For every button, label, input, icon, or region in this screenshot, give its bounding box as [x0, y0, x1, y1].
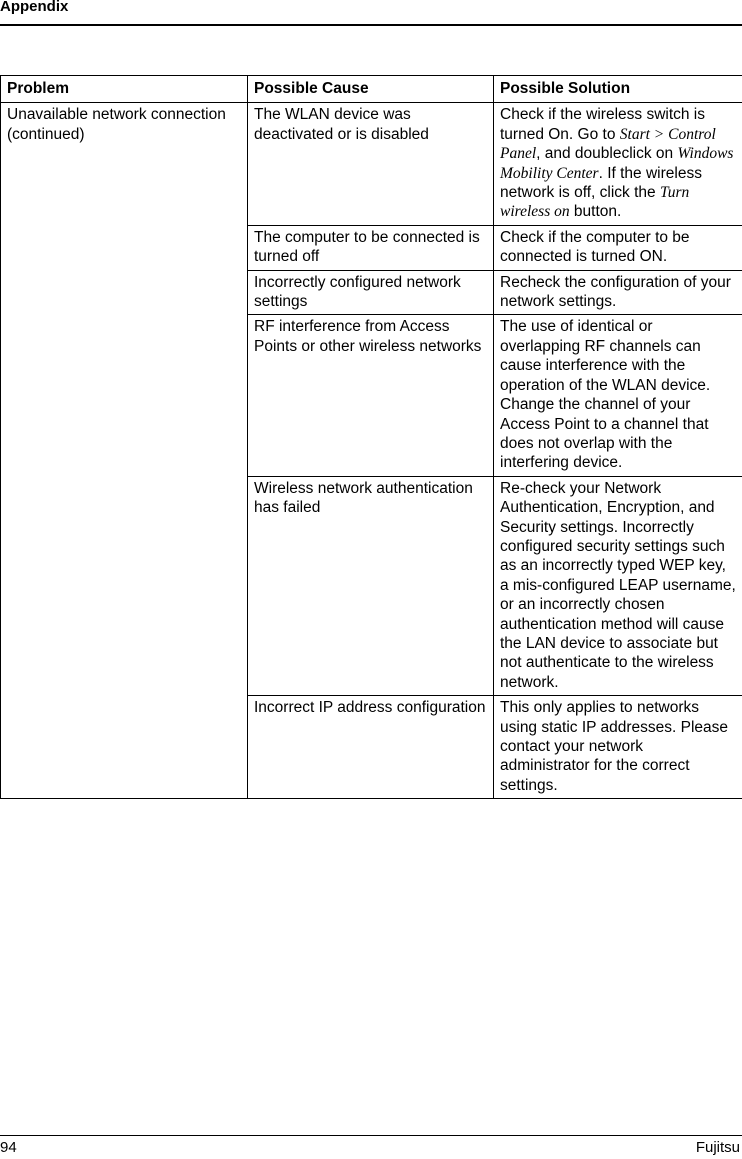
cause-cell: Incorrect IP address configuration	[248, 696, 494, 799]
table-header-row	[1, 76, 742, 103]
solution-cell: Recheck the configuration of your network settings.	[494, 270, 742, 315]
troubleshooting-table	[0, 75, 742, 799]
solution-text: Check if the wireless switch is turned On. Go to	[500, 106, 706, 143]
solution-cell: Re-check your Network Authentication, Encryption, and Security settings. Incorrectly configured security settings such as an incorrectly typed WEP key, a mis-configured LEAP username, or an incorrectly chosen authentication method will cause the LAN device to associate but not authenticate to the wireless network.	[494, 476, 742, 695]
column-header-solution: Possible Solution	[494, 76, 742, 103]
ui-reference-windows-mobility-center: Windows Mobility Center	[500, 145, 734, 182]
page-number: 94	[0, 1139, 17, 1156]
solution-cell: The use of identical or overlapping RF channels can cause interference with the operation of the WLAN device. Change the channel of your Access Point to a channel that does not overlap with the interfering device.	[494, 315, 742, 476]
solution-text: , and doubleclick on	[536, 145, 678, 163]
column-header-problem: Problem	[1, 76, 248, 103]
footer-brand: Fujitsu	[695, 1139, 740, 1156]
table-row	[1, 103, 742, 225]
solution-text: button.	[569, 203, 622, 221]
cause-cell: The computer to be connected is turned off	[248, 225, 494, 270]
solution-cell: Check if the computer to be connected is turned ON.	[494, 225, 742, 270]
problem-cell: Unavailable network connection (continued)	[1, 103, 248, 799]
footer-divider	[0, 1135, 742, 1136]
ui-reference-turn-wireless-on: Turn wireless on	[500, 184, 690, 221]
header-divider	[0, 24, 742, 26]
ui-reference-start-control-panel: Start > Control Panel	[500, 125, 716, 163]
solution-text: . If the wireless network is off, click the	[500, 164, 702, 202]
cause-cell: Incorrectly configured network settings	[248, 270, 494, 315]
cause-cell: The WLAN device was deactivated or is disabled	[248, 103, 494, 225]
cause-cell: RF interference from Access Points or other wireless networks	[248, 315, 494, 476]
cause-cell: Wireless network authentication has failed	[248, 476, 494, 695]
column-header-cause: Possible Cause	[248, 76, 494, 103]
solution-cell	[494, 103, 742, 225]
solution-cell: This only applies to networks using static IP addresses. Please contact your network administrator for the correct settings.	[494, 696, 742, 799]
page-header-title: Appendix	[0, 0, 69, 15]
